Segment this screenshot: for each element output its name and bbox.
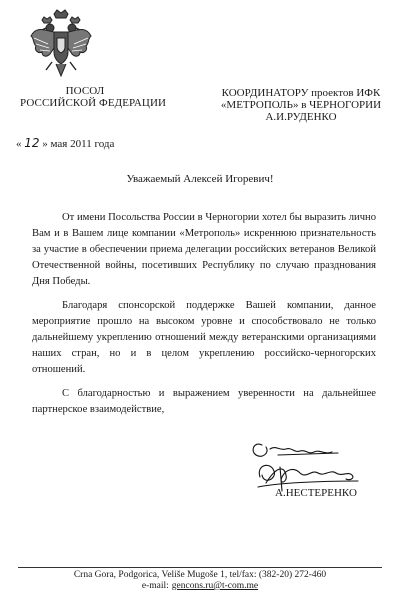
date-month-year: мая 2011 года (50, 138, 115, 150)
footer (0, 570, 400, 592)
addressee-line-1: КООРДИНАТОРУ проектов ИФК (221, 87, 381, 99)
footer-address: Crna Gora, Podgorica, Veliše Mugoše 1, tel/fax: (382-20) 272-460 (73, 570, 327, 580)
letter-body (32, 210, 376, 426)
sender-block (20, 85, 167, 109)
salutation: Уважаемый Алексей Игоревич! (126, 173, 274, 185)
coat-of-arms-emblem (28, 8, 94, 80)
sender-organization: РОССИЙСКОЙ ФЕДЕРАЦИИ (20, 97, 167, 109)
addressee-line-2: «МЕТРОПОЛЬ» в ЧЕРНОГОРИИ (220, 99, 382, 111)
signatory-name: А.НЕСТЕРЕНКО (275, 487, 357, 499)
date-open-quote: « (16, 138, 22, 150)
addressee-name: А.И.РУДЕНКО (265, 111, 337, 123)
footer-divider (18, 567, 382, 568)
sender-title: ПОСОЛ (65, 85, 105, 97)
letter-date (16, 136, 114, 150)
footer-email-line (0, 581, 400, 592)
footer-email-link[interactable]: gencons.ru@t-com.me (171, 581, 259, 591)
addressee-block (206, 87, 396, 123)
footer-email-label: e-mail: (141, 581, 169, 591)
paragraph-3: С благодарностью и выражением уверенности на дальнейшее партнерское взаимодействие, (32, 388, 376, 415)
date-close-quote: » (42, 138, 48, 150)
paragraph-1: От имени Посольства России в Черногории хотел бы выразить лично Вам и в Вашем лице компании «Метрополь» искреннюю признательность за участие в обеспечении приема делегации российских ветеранов Великой Отечественной войны, посетивших Республику по случаю празднования Дня Победы. (32, 212, 376, 287)
paragraph-2: Благодаря спонсорской поддержке Вашей компании, данное мероприятие прошло на высоком уровне и способствовало не только дальнейшему укреплению отношений между ветеранскими организациями наших стран, но и в целом укреплению российско-черногорских отношений. (32, 300, 376, 375)
date-day: 12 (24, 136, 40, 150)
